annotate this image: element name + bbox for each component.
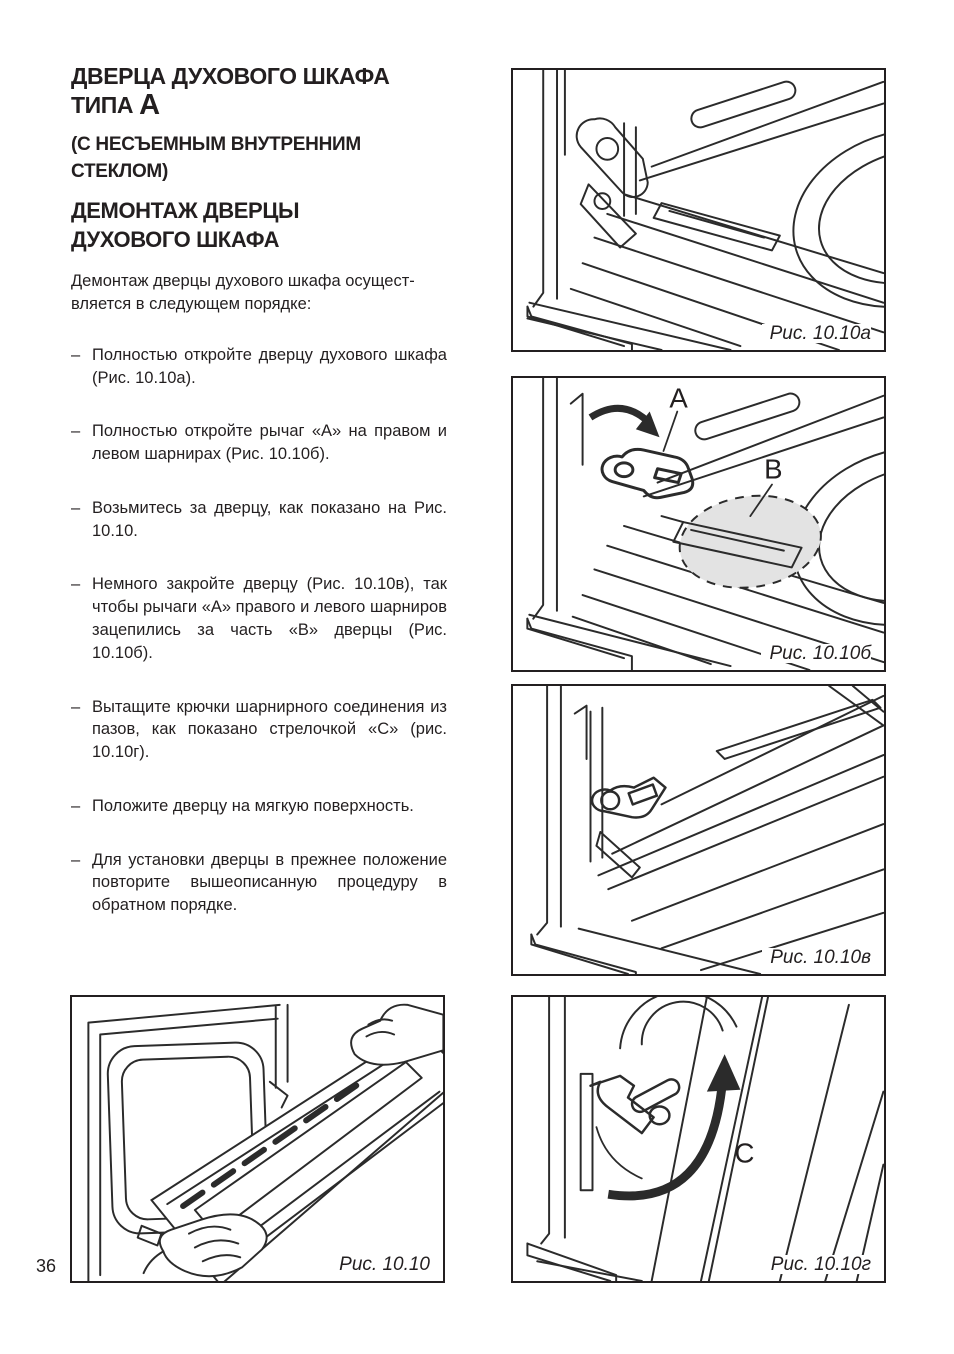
door-type-letter: А [139,88,160,121]
holding-door-drawing [72,997,443,1281]
figure-caption: Рис. 10.10в [762,948,871,967]
intro-paragraph: Демонтаж дверцы духового шкафа осущест- вляется в следующем порядке: [71,272,415,314]
figure-10-10b [511,376,886,672]
instruction-step-5: – Вытащите крючки шарнирного соединения из пазов, как показано стрелочкой «С» (рис. 10.10г). [71,696,447,764]
dash-marker: – [71,850,81,869]
text-column [71,62,447,948]
figure-10-10g [511,995,886,1283]
title-line-2: ТИПА [71,91,140,118]
label-a: A [669,382,688,414]
page-title [71,62,447,120]
label-b: B [764,453,783,485]
unhook-motion-drawing [513,997,884,1281]
instruction-step-4: – Немного закройте дверцу (Рис. 10.10в), так чтобы рычаги «А» правого и левого шарниров зацепились за часть «В» дверцы (Рис. 10.10б). [71,573,447,664]
figure-caption: Рис. 10.10г [763,1255,871,1274]
page-number: 36 [36,1256,57,1276]
instruction-step-6: – Положите дверцу на мягкую поверхность. [71,795,447,818]
figure-10-10 [70,995,445,1283]
figure-caption: Рис. 10.10б [761,644,871,663]
label-c: C [734,1137,755,1169]
dash-marker: – [71,422,81,441]
dash-marker: – [71,796,81,815]
instruction-step-3: – Возьмитесь за дверцу, как показано на Рис. 10.10. [71,497,447,543]
dash-marker: – [71,575,81,594]
title-line-1: ДВЕРЦА ДУХОВОГО ШКАФА [71,63,390,89]
dash-marker: – [71,498,81,517]
unhook-arrowhead [707,1054,741,1091]
section-heading: ДЕМОНТАЖ ДВЕРЦЫ ДУХОВОГО ШКАФА [71,198,300,252]
instruction-step-2: – Полностью откройте рычаг «А» на правом и левом шарнирах (Рис. 10.10б). [71,420,447,466]
instruction-list [71,344,447,917]
subtitle: (С НЕСЪЕМНЫМ ВНУТРЕННИМ СТЕКЛОМ) [71,133,361,182]
unhook-arrow [608,1080,722,1196]
figure-10-10v [511,684,886,976]
dash-marker: – [71,345,81,364]
figure-10-10a [511,68,886,352]
figure-caption: Рис. 10.10 [331,1255,430,1274]
door-partly-closed-drawing [513,686,884,974]
instruction-step-7: – Для установки дверцы в прежнее положение повторите вышеописанную процедуру в обратном порядке. [71,849,447,917]
instruction-step-1: – Полностью откройте дверцу духового шкафа (Рис. 10.10а). [71,344,447,390]
figure-caption: Рис. 10.10а [762,324,871,343]
hinge-lever-drawing [513,378,884,670]
dash-marker: – [71,697,81,716]
hinge-open-drawing [513,70,884,350]
